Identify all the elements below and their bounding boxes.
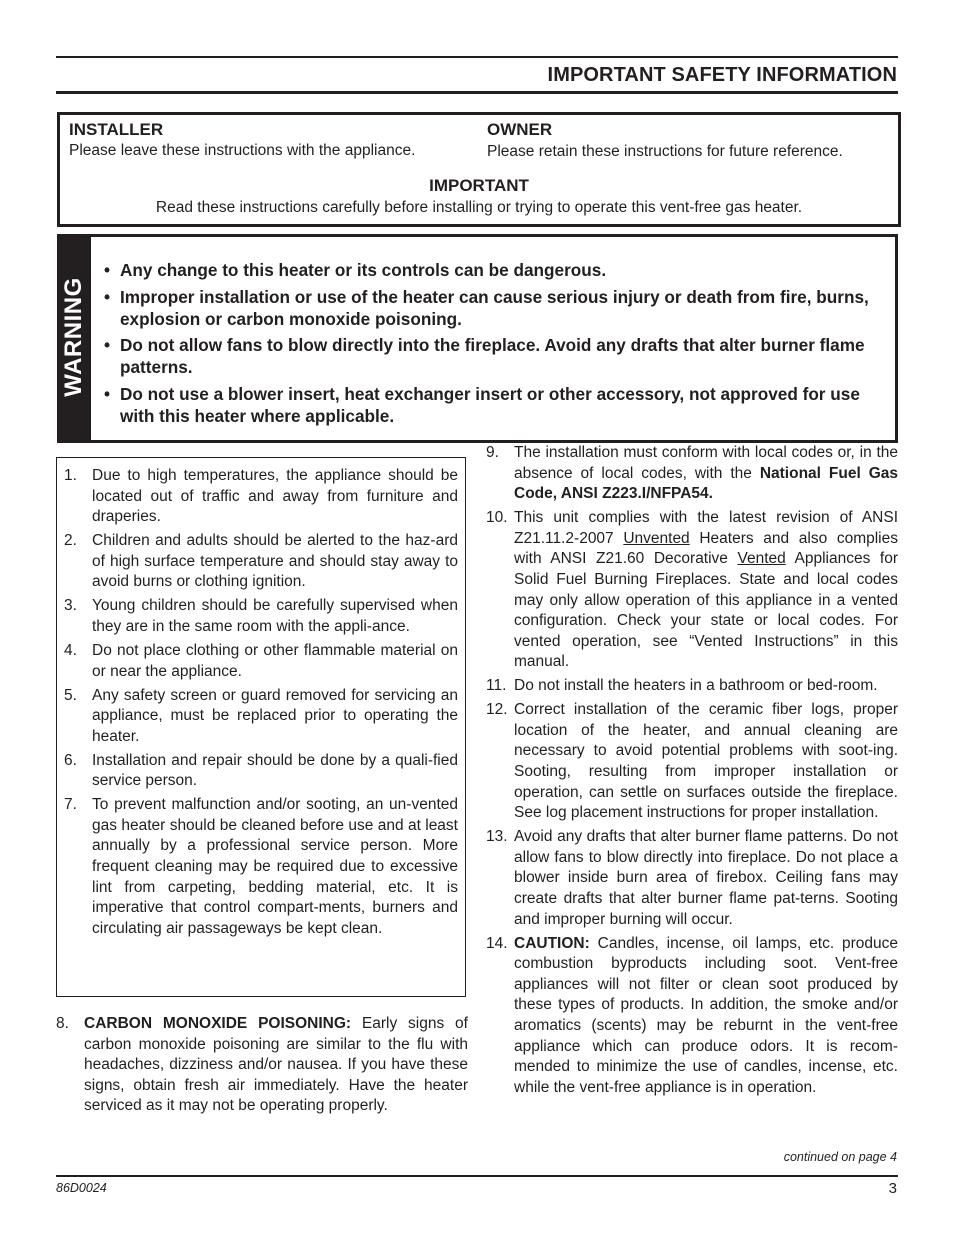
list-item: 12. Correct installation of the ceramic fiber logs, proper location of the heater, and annual cleaning are necessary to avoid potential problems with soot-ing. Sooting, resulting from improper installation or operation, can settle on surfaces outside the fireplace. See log placement instructions for proper installation.	[486, 701, 898, 822]
list-item: 9. The installation must conform with local codes or, in the absence of local codes, with the National Fuel Gas Code, ANSI Z223.I/NFPA54.	[486, 444, 898, 503]
list-item: 14. CAUTION: Candles, incense, oil lamps, etc. produce combustion byproducts including soot. Vent-free appliances will not filter or clean soot produced by these types of products. In addition, the smoke and/or aromatics (scents) may be reburnt in the vent-free appliance which can produce odors. It is recom-mended to minimize the use of candles, incense, etc. while the vent-free appliance is in operation.	[486, 934, 898, 1096]
important-heading: IMPORTANT	[429, 176, 529, 195]
safety-list-item8	[56, 1014, 468, 1120]
page-number: 3	[888, 1180, 897, 1197]
top-rule	[56, 56, 898, 58]
list-item: 4. Do not place clothing or other flammable material on or near the appliance.	[64, 641, 458, 680]
list-item: 2. Children and adults should be alerted to the haz-ard of high surface temperature and should stay away to avoid burns or clothing ignition.	[64, 532, 458, 591]
installer-text: Please leave these instructions with the appliance.	[69, 142, 416, 159]
instructions-box	[57, 112, 901, 227]
footer-rule	[56, 1175, 898, 1177]
list-item: 5. Any safety screen or guard removed for servicing an appliance, must be replaced prior to operating the heater.	[64, 686, 458, 745]
document-code: 86D0024	[56, 1181, 107, 1195]
continued-note: continued on page 4	[783, 1150, 897, 1164]
list-item: 6. Installation and repair should be done by a quali-fied service person.	[64, 751, 458, 790]
list-item: 1. Due to high temperatures, the appliance should be located out of traffic and away from furniture and draperies.	[64, 467, 458, 526]
owner-text: Please retain these instructions for future reference.	[487, 143, 843, 160]
list-item: 11. Do not install the heaters in a bathroom or bed-room.	[486, 677, 878, 695]
safety-list-right	[486, 443, 898, 1102]
important-text: Read these instructions carefully before installing or trying to operate this vent-free gas heater.	[155, 199, 803, 216]
warning-label: WARNING	[60, 277, 87, 397]
installer-heading: INSTALLER	[69, 120, 164, 139]
list-item: 10. This unit complies with the latest revision of ANSI Z21.11.2-2007 Unvented Heaters and also complies with ANSI Z21.60 Decorative Vented Appliances for Solid Fuel Burning Fireplaces. State and local codes may only allow operation of this appliance in a vented configuration. Check your state or local codes. For vented operation, see “Vented Instructions” in this manual.	[486, 509, 898, 671]
list-item: 8. CARBON MONOXIDE POISONING: Early signs of carbon monoxide poisoning are similar to the flu with headaches, dizziness and/or nausea. If you have these signs, obtain fresh air immediately. Have the heater serviced as it may not be operating properly.	[56, 1015, 468, 1115]
list-item: 3. Young children should be carefully supervised when they are in the same room with the appli-ance.	[64, 597, 458, 635]
list-item: 13. Avoid any drafts that alter burner flame patterns. Do not allow fans to blow directly into fireplace. Do not place a blower inside burn area of firebox. Ceiling fans may create drafts that alter burner flame pat-terns. Sooting and improper burning will occur.	[486, 828, 898, 928]
warning-list	[104, 259, 884, 431]
warning-item: • Do not use a blower insert, heat exchanger insert or other accessory, not approved for use with this heater where applicable.	[104, 383, 884, 427]
warning-item: • Do not allow fans to blow directly into the fireplace. Avoid any drafts that alter burner flame patterns.	[104, 334, 884, 378]
safety-list-left	[64, 466, 458, 943]
list-item: 7. To prevent malfunction and/or sooting, an un-vented gas heater should be cleaned before use and at least annually by a professional service person. More frequent cleaning may be required due to excessive lint from carpeting, bedding material, etc. It is imperative that control compart-ments, burners and circulating air passageways be kept clean.	[64, 796, 458, 937]
page-title: IMPORTANT SAFETY INFORMATION	[547, 64, 897, 86]
warning-item: • Any change to this heater or its controls can be dangerous.	[104, 259, 884, 281]
owner-heading: OWNER	[487, 120, 553, 139]
title-rule	[56, 91, 898, 94]
warning-item: • Improper installation or use of the heater can cause serious injury or death from fire, burns, explosion or carbon monoxide poisoning.	[104, 286, 884, 330]
